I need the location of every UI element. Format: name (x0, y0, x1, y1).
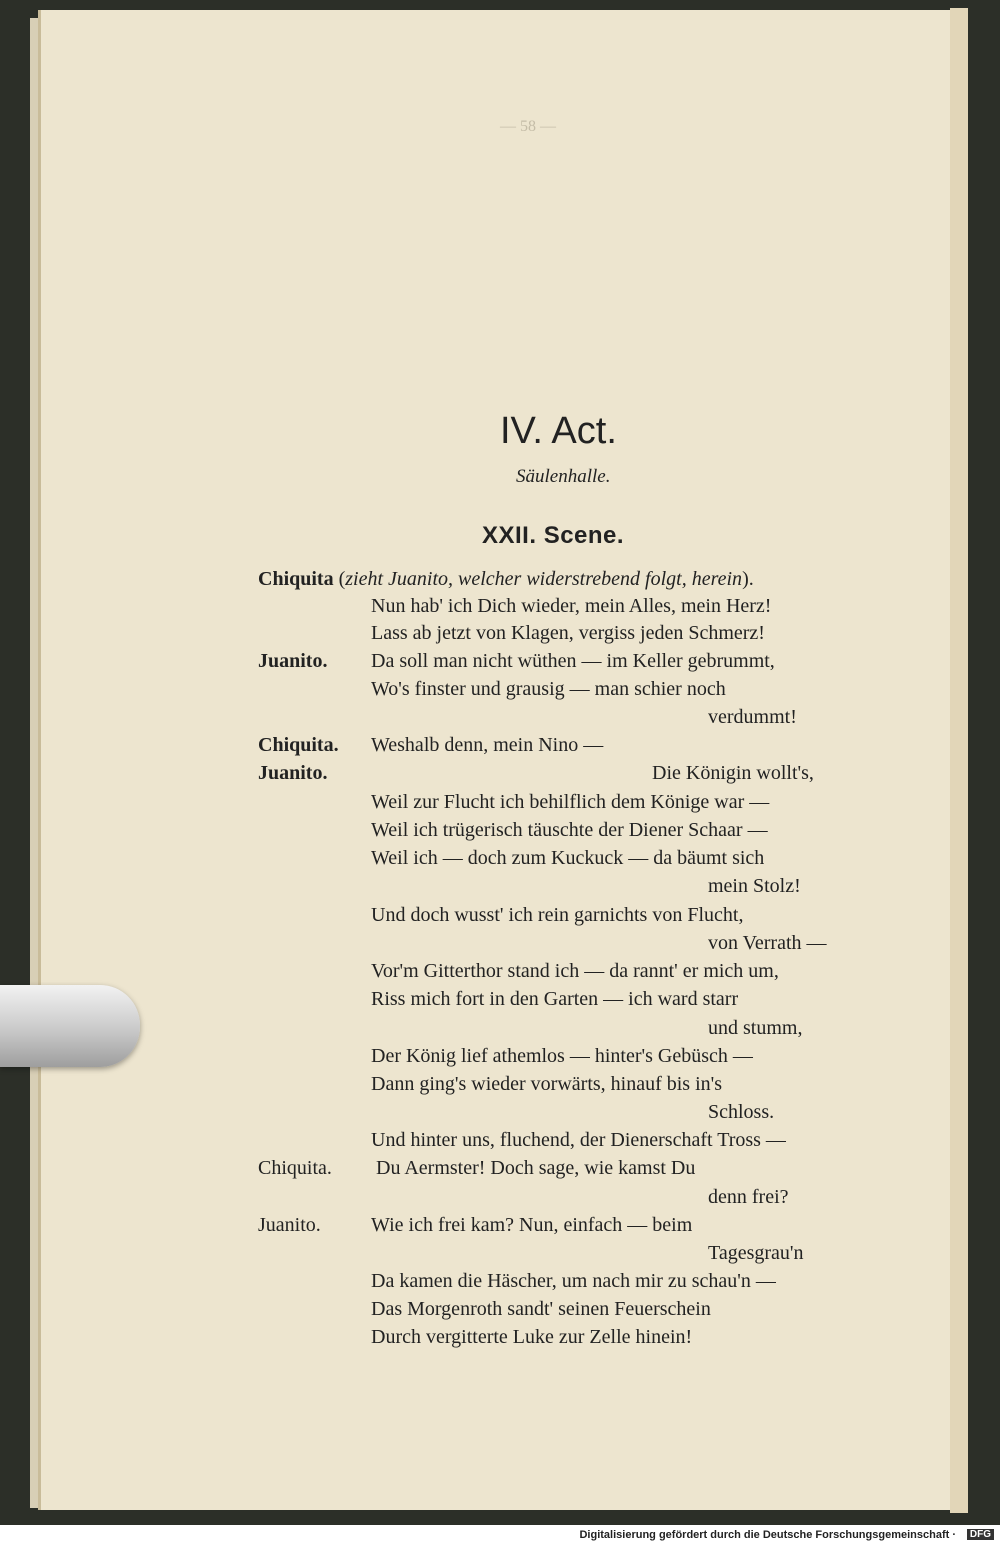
verse-line: Weil ich — doch zum Kuckuck — da bäumt sich (371, 847, 765, 869)
verse-line: Durch vergitterte Luke zur Zelle hinein! (371, 1326, 693, 1348)
verse-line: Dann ging's wieder vorwärts, hinauf bis in's (371, 1073, 723, 1095)
verse-line: Riss mich fort in den Garten — ich ward starr (371, 988, 739, 1010)
footer-credit: Digitalisierung gefördert durch die Deutsche Forschungsgemeinschaft · (579, 1529, 956, 1541)
verse-line: Wo's finster und grausig — man schier noch (371, 678, 726, 700)
verse-line: Das Morgenroth sandt' seinen Feuerschein (371, 1298, 711, 1320)
verse-line: Der König lief athemlos — hinter's Gebüsch — (371, 1045, 753, 1067)
stage-direction: zieht Juanito, welcher widerstrebend folgt, herein (345, 568, 743, 590)
verse-line: Die Königin wollt's, (652, 762, 814, 784)
speaker-name: Chiquita. (258, 1157, 332, 1179)
verse-line: verdummt! (708, 706, 797, 728)
verse-line: Und doch wusst' ich rein garnichts von Flucht, (371, 904, 744, 926)
scene-title: XXII. Scene. (482, 522, 625, 549)
verse-line: Weshalb denn, mein Nino — (371, 734, 604, 756)
verse-line: Tagesgrau'n (708, 1242, 804, 1264)
verse-line: Weil ich trügerisch täuschte der Diener Schaar — (371, 819, 768, 841)
act-title: IV. Act. (500, 410, 617, 452)
book-clip (0, 985, 140, 1067)
verse-line: Nun hab' ich Dich wieder, mein Alles, mein Herz! (371, 595, 772, 617)
page-number: — 58 — (500, 118, 556, 135)
speaker-name: Juanito. (258, 1214, 321, 1236)
dfg-logo: DFG (967, 1529, 994, 1540)
verse-line: denn frei? (708, 1186, 789, 1208)
verse-line: Lass ab jetzt von Klagen, vergiss jeden Schmerz! (371, 622, 765, 644)
verse-line: Weil zur Flucht ich behilflich dem Könige war — (371, 791, 770, 813)
speaker-name: Chiquita. (258, 734, 339, 756)
verse-line: von Verrath — (708, 932, 827, 954)
verse-line: und stumm, (708, 1017, 803, 1039)
book-right-edge (950, 8, 968, 1513)
verse-line: mein Stolz! (708, 875, 801, 897)
speaker-name: Juanito. (258, 762, 328, 784)
speaker-name: Chiquita (258, 568, 334, 590)
act-setting: Säulenhalle. (516, 466, 611, 487)
verse-line: Und hinter uns, fluchend, der Dienerschaft Tross — (371, 1129, 786, 1151)
verse-line: Du Aermster! Doch sage, wie kamst Du (376, 1157, 696, 1179)
direction-close: ). (742, 568, 754, 590)
stage-direction-line (258, 568, 754, 591)
verse-line: Vor'm Gitterthor stand ich — da rannt' er mich um, (371, 960, 779, 982)
verse-line: Schloss. (708, 1101, 775, 1123)
direction-open: ( (333, 568, 346, 590)
verse-line: Da soll man nicht wüthen — im Keller gebrummt, (371, 650, 775, 672)
speaker-name: Juanito. (258, 650, 328, 672)
verse-line: Da kamen die Häscher, um nach mir zu schau'n — (371, 1270, 776, 1292)
verse-line: Wie ich frei kam? Nun, einfach — beim (371, 1214, 693, 1236)
